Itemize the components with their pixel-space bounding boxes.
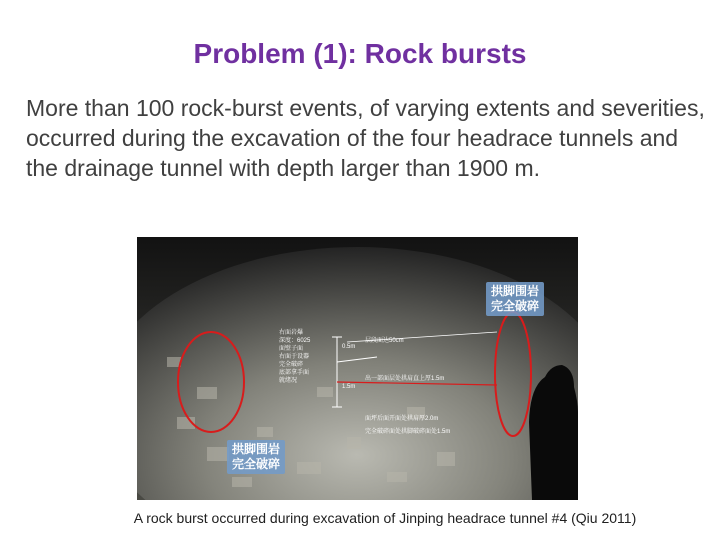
annotation-note-mid-1: 层段面达50cm (365, 338, 404, 344)
slide-title: Problem (1): Rock bursts (193, 38, 527, 69)
photo-caption: A rock burst occurred during excavation of Jinping headrace tunnel #4 (Qiu 2011) (133, 510, 637, 526)
annotation-top-right: 拱脚围岩 完全破碎 (486, 282, 544, 316)
rock-burst-photo (137, 237, 578, 500)
dimension-label-lower: 1.5m (342, 384, 356, 390)
dimension-label-upper: 0.5m (342, 344, 356, 350)
annotation-note-left: 右面岩爆 深度：6025 面壁子面 右面于设器 完全破碎 底部拿手面 就绪况 (279, 330, 311, 384)
annotation-note-mid-2: 出一部面层处拱肩直上厚1.5m (365, 376, 445, 382)
annotation-note-mid-4: 完全破碎面处拱脚破碎面处1.5m (365, 429, 451, 435)
slide-body-text: More than 100 rock-burst events, of varying extents and severities, occurred during the excavation of the four headrace tunnels and the drainage tunnel with depth larger than 1900 m. (26, 95, 705, 181)
annotation-note-mid-3: 面坪后面开面处拱肩厚2.0m (365, 416, 439, 422)
tunnel-scene (137, 237, 578, 500)
annotation-bottom-left: 拱脚围岩 完全破碎 (227, 440, 285, 474)
